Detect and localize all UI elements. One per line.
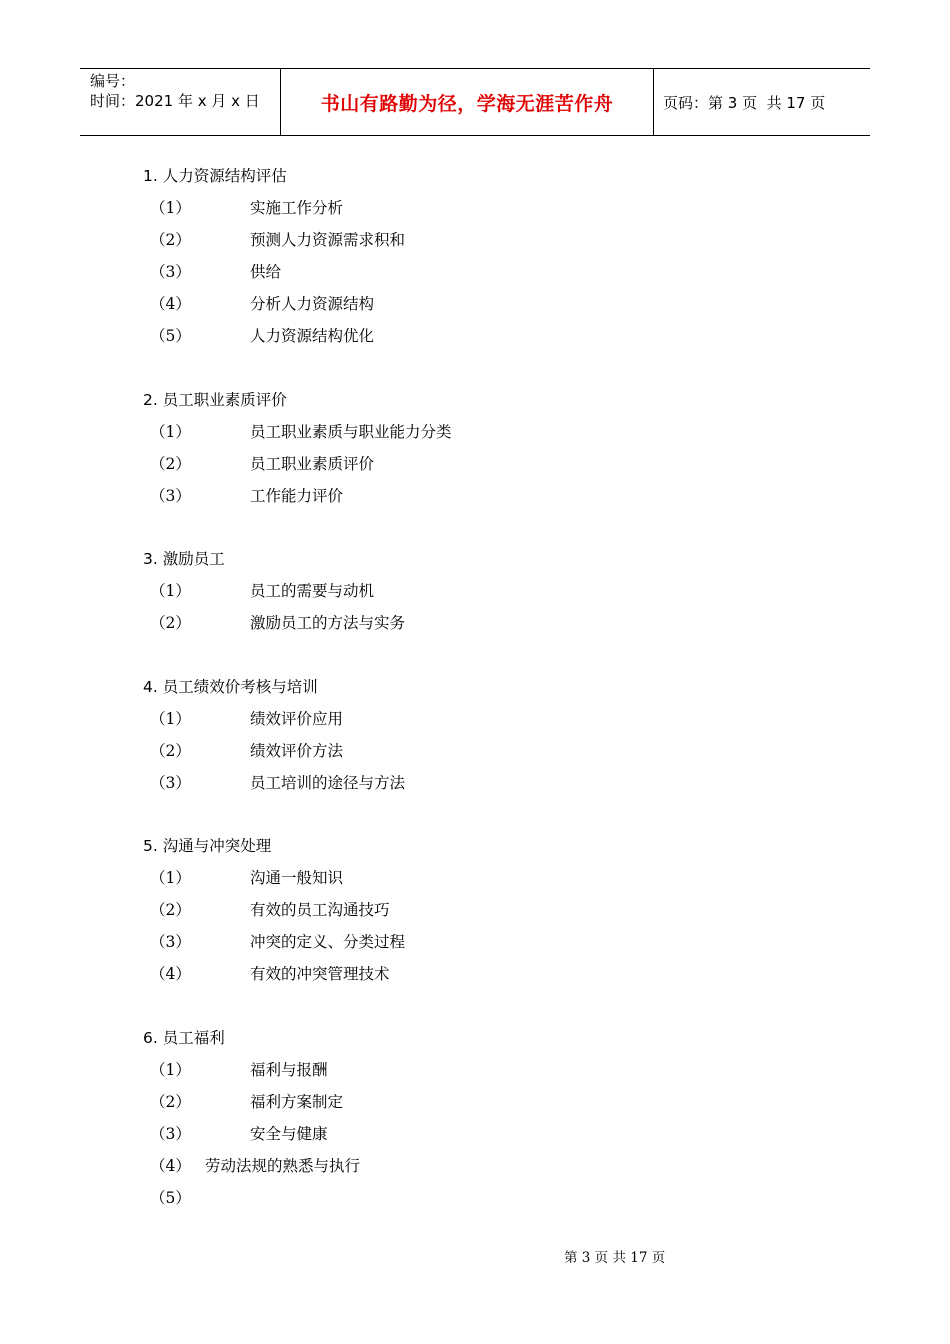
list-item-text: 预测人力资源需求积和 <box>250 231 406 249</box>
date-label: 时间：2021 年 x 月 x 日 <box>90 92 260 110</box>
header-meta-cell <box>80 69 281 135</box>
list-item-number: （3） <box>150 263 191 281</box>
list-item-number: （1） <box>150 199 191 217</box>
list-item-text: 有效的冲突管理技术 <box>250 965 390 983</box>
list-item-text: 福利方案制定 <box>250 1093 344 1111</box>
list-item <box>150 932 405 952</box>
list-item-text: 绩效评价方法 <box>250 742 344 760</box>
list-item <box>150 1188 250 1208</box>
list-item <box>150 326 374 346</box>
list-item-number: （3） <box>150 774 191 792</box>
list-item-text: 冲突的定义、分类过程 <box>250 933 406 951</box>
list-item-text: 员工的需要与动机 <box>250 582 375 600</box>
list-item-number: （2） <box>150 455 191 473</box>
list-item-text: 实施工作分析 <box>250 199 344 217</box>
list-item <box>150 868 343 888</box>
section-title: 4. 员工绩效价考核与培训 <box>143 678 318 696</box>
section-title: 6. 员工福利 <box>143 1029 225 1047</box>
list-item-text: 福利与报酬 <box>250 1061 328 1079</box>
section-title: 1. 人力资源结构评估 <box>143 167 287 185</box>
list-item-text: 员工培训的途径与方法 <box>250 774 406 792</box>
list-item-number: （4） <box>150 965 191 983</box>
list-item-text: 工作能力评价 <box>250 487 344 505</box>
list-item <box>150 198 343 218</box>
list-item <box>150 262 281 282</box>
list-item <box>150 964 390 984</box>
section-title: 2. 员工职业素质评价 <box>143 391 287 409</box>
list-item-number: （2） <box>150 1093 191 1111</box>
page-header <box>80 68 870 136</box>
list-item-text: 劳动法规的熟悉与执行 <box>205 1157 361 1175</box>
page-footer: 第 3 页 共 17 页 <box>564 1250 666 1266</box>
list-item <box>150 1060 328 1080</box>
list-item <box>150 1092 343 1112</box>
list-item-text: 人力资源结构优化 <box>250 327 375 345</box>
list-item-number: （1） <box>150 1061 191 1079</box>
list-item-number: （5） <box>150 327 191 345</box>
list-item-text: 绩效评价应用 <box>250 710 344 728</box>
motto-text: 书山有路勤为径，学海无涯苦作舟 <box>320 92 614 115</box>
list-item-number: （1） <box>150 710 191 728</box>
list-item-text: 分析人力资源结构 <box>250 295 375 313</box>
list-item-text: 安全与健康 <box>250 1125 328 1143</box>
list-item-text: 激励员工的方法与实务 <box>250 614 406 632</box>
serial-number-label: 编号： <box>90 72 136 90</box>
list-item <box>150 294 374 314</box>
list-item-number: （2） <box>150 742 191 760</box>
list-item-number: （1） <box>150 423 191 441</box>
list-item <box>150 1156 360 1176</box>
list-item <box>150 773 405 793</box>
list-item-text: 供给 <box>250 263 282 281</box>
list-item <box>150 709 343 729</box>
list-item-number: （4） <box>150 1157 191 1175</box>
section-title: 3. 激励员工 <box>143 550 225 568</box>
list-item-text: 员工职业素质评价 <box>250 455 375 473</box>
list-item-text: 沟通一般知识 <box>250 869 344 887</box>
list-item-number: （3） <box>150 487 191 505</box>
list-item <box>150 422 452 442</box>
list-item-number: （2） <box>150 614 191 632</box>
header-page-info: 页码：第 3 页 共 17 页 <box>663 93 826 112</box>
list-item-number: （5） <box>150 1189 191 1207</box>
list-item <box>150 1124 328 1144</box>
list-item <box>150 900 390 920</box>
header-page-cell <box>654 69 870 135</box>
list-item <box>150 230 405 250</box>
section-title: 5. 沟通与冲突处理 <box>143 837 272 855</box>
list-item <box>150 613 405 633</box>
list-item-number: （3） <box>150 1125 191 1143</box>
list-item-number: （1） <box>150 869 191 887</box>
list-item-number: （4） <box>150 295 191 313</box>
list-item-text: 员工职业素质与职业能力分类 <box>250 423 452 441</box>
list-item-number: （2） <box>150 901 191 919</box>
list-item <box>150 486 343 506</box>
list-item <box>150 741 343 761</box>
list-item-text: 有效的员工沟通技巧 <box>250 901 390 919</box>
list-item-number: （3） <box>150 933 191 951</box>
header-motto-cell <box>281 69 654 135</box>
list-item-number: （2） <box>150 231 191 249</box>
list-item <box>150 581 374 601</box>
list-item-number: （1） <box>150 582 191 600</box>
list-item <box>150 454 374 474</box>
